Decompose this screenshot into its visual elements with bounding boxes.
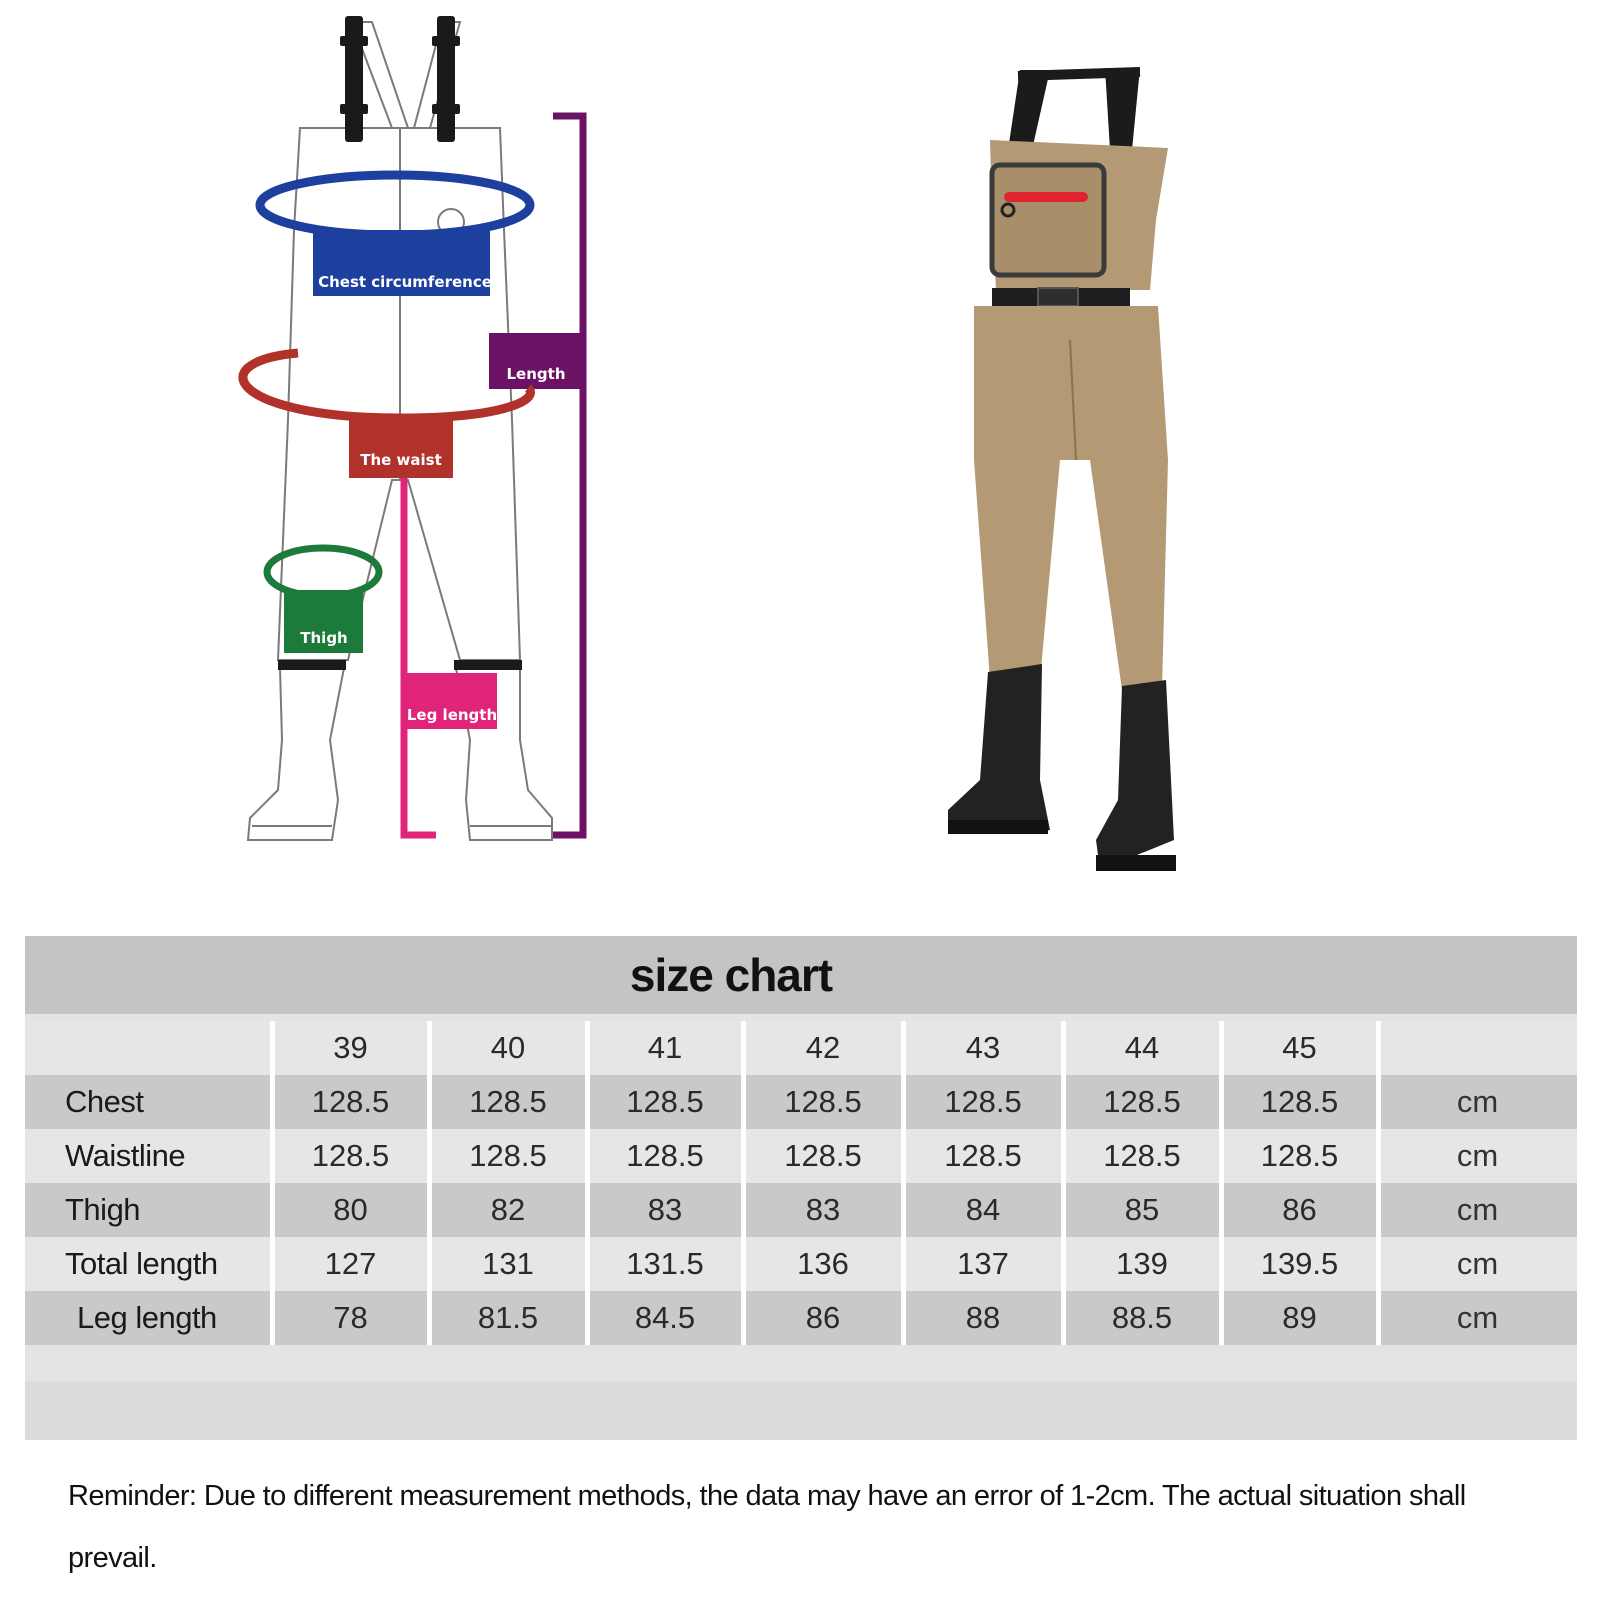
table-cell: 128.5 — [944, 1084, 1022, 1119]
waist-label: The waist — [360, 451, 442, 469]
table-cell: 78 — [333, 1300, 368, 1335]
waist-label-box — [349, 418, 453, 478]
table-cell: 84 — [965, 1192, 1001, 1227]
row-label-total-length: Total length — [65, 1246, 218, 1281]
leg-label: Leg length — [406, 706, 498, 724]
table-row — [25, 1237, 1577, 1291]
left-boot-band — [278, 660, 346, 670]
measurement-diagram — [0, 0, 800, 900]
table-cell: 128.5 — [1103, 1084, 1181, 1119]
size-45: 45 — [1282, 1030, 1317, 1065]
wader-product-image — [900, 40, 1260, 920]
size-43: 43 — [965, 1030, 1001, 1065]
table-cell: 82 — [490, 1192, 526, 1227]
table-cell: 89 — [1282, 1300, 1317, 1335]
table-cell: 136 — [797, 1246, 849, 1281]
size-42: 42 — [805, 1030, 841, 1065]
unit-label: cm — [1456, 1084, 1499, 1119]
reminder-note: Reminder: Due to different measurement methods, the data may have an error of 1-2cm. The actual situation shall prevail. — [68, 1480, 1466, 1574]
table-cell: 139 — [1116, 1246, 1168, 1281]
table-cell: 80 — [333, 1192, 368, 1227]
unit-label: cm — [1456, 1138, 1499, 1173]
column-divider — [1219, 1021, 1224, 1345]
row-label-thigh: Thigh — [65, 1192, 141, 1227]
size-chart — [25, 936, 1577, 1440]
table-cell: 137 — [957, 1246, 1009, 1281]
table-row — [25, 1129, 1577, 1183]
table-row — [25, 1075, 1577, 1129]
table-cell: 88.5 — [1111, 1300, 1173, 1335]
table-cell: 83 — [805, 1192, 841, 1227]
column-divider — [270, 1021, 275, 1345]
table-footer-band — [25, 1381, 1577, 1440]
table-cell: 128.5 — [626, 1138, 704, 1173]
table-cell: 128.5 — [784, 1138, 862, 1173]
size-40: 40 — [490, 1030, 526, 1065]
table-cell: 128.5 — [311, 1138, 390, 1173]
table-cell: 86 — [805, 1300, 841, 1335]
table-cell: 84.5 — [634, 1300, 696, 1335]
table-cell: 128.5 — [784, 1084, 862, 1119]
size-39: 39 — [333, 1030, 368, 1065]
unit-label: cm — [1456, 1192, 1499, 1227]
size-header-row — [25, 1021, 1577, 1075]
unit-label: cm — [1456, 1300, 1499, 1335]
table-cell: 131.5 — [626, 1246, 704, 1281]
table-cell: 128.5 — [311, 1084, 390, 1119]
unit-label: cm — [1456, 1246, 1499, 1281]
table-cell: 128.5 — [469, 1138, 547, 1173]
table-cell: 88 — [965, 1300, 1001, 1335]
table-cell: 83 — [647, 1192, 683, 1227]
table-cell: 128.5 — [1260, 1138, 1339, 1173]
column-divider — [427, 1021, 432, 1345]
table-cell: 128.5 — [944, 1138, 1022, 1173]
table-cell: 127 — [324, 1246, 377, 1281]
chest-label: Chest circumference — [318, 273, 492, 291]
row-label-leg-length: Leg length — [77, 1300, 217, 1335]
column-divider — [1061, 1021, 1066, 1345]
column-divider — [585, 1021, 590, 1345]
column-divider — [1376, 1021, 1381, 1345]
table-cell: 128.5 — [469, 1084, 547, 1119]
column-divider — [901, 1021, 906, 1345]
column-divider — [741, 1021, 746, 1345]
table-cell: 131 — [482, 1246, 534, 1281]
table-cell: 128.5 — [626, 1084, 704, 1119]
length-label: Length — [506, 365, 566, 383]
row-label-chest: Chest — [65, 1084, 144, 1119]
table-cell: 81.5 — [477, 1300, 539, 1335]
table-row — [25, 1183, 1577, 1237]
size-chart-title: size chart — [629, 949, 833, 1001]
size-44: 44 — [1124, 1030, 1160, 1065]
table-cell: 85 — [1124, 1192, 1160, 1227]
table-row — [25, 1291, 1577, 1345]
size-41: 41 — [647, 1030, 683, 1065]
table-cell: 86 — [1282, 1192, 1317, 1227]
right-boot-band — [454, 660, 522, 670]
table-cell: 128.5 — [1260, 1084, 1339, 1119]
size-chart-header — [25, 936, 1577, 1014]
table-cell: 128.5 — [1103, 1138, 1181, 1173]
thigh-label: Thigh — [300, 629, 348, 647]
length-bracket — [553, 116, 583, 835]
row-label-waistline: Waistline — [65, 1138, 186, 1173]
table-cell: 139.5 — [1260, 1246, 1339, 1281]
